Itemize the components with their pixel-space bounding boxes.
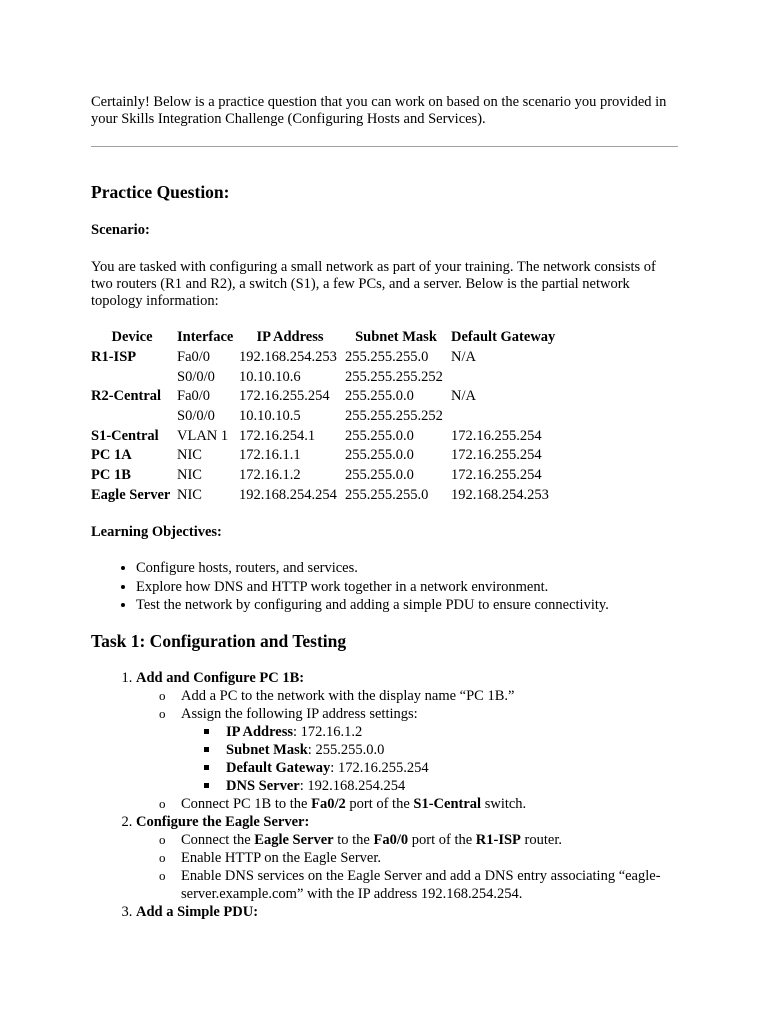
text-run: switch. xyxy=(481,796,527,812)
setting-value: : 172.16.1.2 xyxy=(293,724,363,740)
list-item xyxy=(226,723,746,741)
list-item xyxy=(181,795,746,813)
cell-gateway xyxy=(449,367,563,387)
cell-interface: S0/0/0 xyxy=(177,408,215,425)
intro-paragraph: Certainly! Below is a practice question that you can work on based on the scenario you provided in your Skills Integration Challenge (Configuring Hosts and Services). xyxy=(91,94,667,127)
step-item xyxy=(136,813,746,903)
table-row xyxy=(89,348,563,368)
cell-ip: 172.16.1.1 xyxy=(239,447,301,464)
cell-ip: 10.10.10.6 xyxy=(239,368,301,385)
step-item xyxy=(136,903,746,921)
text-run: to the xyxy=(333,832,374,848)
cell-mask: 255.255.255.252 xyxy=(345,368,443,385)
cell-ip: 172.16.254.1 xyxy=(239,427,316,444)
cell-gateway: 172.16.255.254 xyxy=(451,427,542,444)
cell-interface: S0/0/0 xyxy=(177,368,215,385)
header-subnet-mask: Subnet Mask xyxy=(355,329,437,346)
cell-device: PC 1A xyxy=(91,447,132,464)
setting-label: IP Address xyxy=(226,724,294,740)
cell-mask: 255.255.255.0 xyxy=(345,349,429,366)
list-item: • Test the network by configuring and adding a simple PDU to ensure connectivity. xyxy=(136,597,756,616)
cell-device: R2-Central xyxy=(91,388,162,405)
sub-list xyxy=(136,687,746,813)
cell-ip: 172.16.255.254 xyxy=(239,388,330,405)
scenario-paragraph: You are tasked with configuring a small network as part of your training. The network consists of two routers (R1 and R2), a switch (S1), a few PCs, and a server. Below is the partial network topology information: xyxy=(91,259,656,309)
step-title: Add a Simple PDU: xyxy=(136,904,259,920)
list-item: • Explore how DNS and HTTP work together in a network environment. xyxy=(136,579,756,598)
cell-device: PC 1B xyxy=(91,467,131,484)
device-name: R1-ISP xyxy=(475,832,521,848)
cell-mask: 255.255.0.0 xyxy=(345,427,414,444)
cell-device: R1-ISP xyxy=(91,349,137,366)
cell-mask: 255.255.0.0 xyxy=(345,447,414,464)
list-item xyxy=(226,759,746,777)
cell-gateway: N/A xyxy=(451,388,476,405)
cell-ip: 192.168.254.254 xyxy=(239,486,337,503)
setting-value: : 172.16.255.254 xyxy=(330,760,429,776)
cell-interface: Fa0/0 xyxy=(177,388,211,405)
cell-gateway xyxy=(449,407,563,427)
horizontal-divider xyxy=(91,146,678,147)
server-name: Eagle Server xyxy=(254,832,334,848)
practice-question-heading: Practice Question: xyxy=(91,182,230,202)
objectives-list xyxy=(91,560,756,616)
list-item: o Add a PC to the network with the display name “PC 1B.” xyxy=(181,687,746,705)
list-item-text: Assign the following IP address settings: xyxy=(181,706,418,722)
list-item xyxy=(226,741,746,759)
table-row xyxy=(89,466,563,486)
setting-value: : 255.255.0.0 xyxy=(307,742,385,758)
cell-mask: 255.255.0.0 xyxy=(345,388,414,405)
table-row xyxy=(89,486,563,506)
cell-mask: 255.255.0.0 xyxy=(345,467,414,484)
port-name: Fa0/2 xyxy=(311,796,346,812)
text-run: Connect PC 1B to the xyxy=(181,796,312,812)
setting-label: DNS Server xyxy=(226,778,300,794)
cell-interface: Fa0/0 xyxy=(177,349,211,366)
setting-value: : 192.168.254.254 xyxy=(299,778,406,794)
cell-device xyxy=(89,367,175,387)
header-ip-address: IP Address xyxy=(256,329,324,346)
cell-device: Eagle Server xyxy=(91,486,171,503)
header-device: Device xyxy=(111,329,153,346)
text-run: port of the xyxy=(408,832,476,848)
cell-interface: NIC xyxy=(177,486,202,503)
cell-gateway: 172.16.255.254 xyxy=(451,467,542,484)
table-row xyxy=(89,367,563,387)
cell-ip: 10.10.10.5 xyxy=(239,408,301,425)
table-row xyxy=(89,426,563,446)
cell-gateway: N/A xyxy=(451,349,476,366)
step-item xyxy=(136,669,746,813)
list-item xyxy=(181,831,746,849)
cell-interface: VLAN 1 xyxy=(177,427,229,444)
task-steps-list xyxy=(91,669,746,921)
ip-settings-list xyxy=(181,723,746,795)
cell-ip: 192.168.254.253 xyxy=(239,349,337,366)
table-row xyxy=(89,407,563,427)
text-run: Connect the xyxy=(181,832,255,848)
device-name: S1-Central xyxy=(413,796,482,812)
step-title: Add and Configure PC 1B: xyxy=(136,670,305,686)
port-name: Fa0/0 xyxy=(373,832,409,848)
list-item xyxy=(181,705,746,795)
list-item: o Enable HTTP on the Eagle Server. xyxy=(181,849,746,867)
cell-interface: NIC xyxy=(177,467,202,484)
scenario-heading: Scenario: xyxy=(91,222,150,238)
table-row xyxy=(89,387,563,407)
text-run: router. xyxy=(520,832,562,848)
header-default-gateway: Default Gateway xyxy=(451,329,556,346)
cell-mask: 255.255.255.0 xyxy=(345,486,429,503)
cell-mask: 255.255.255.252 xyxy=(345,408,443,425)
header-interface: Interface xyxy=(177,329,234,346)
network-topology-table xyxy=(89,328,563,505)
list-item: • Configure hosts, routers, and services. xyxy=(136,560,756,579)
learning-objectives-heading: Learning Objectives: xyxy=(91,524,222,540)
table-row xyxy=(89,446,563,466)
cell-device xyxy=(89,407,175,427)
cell-interface: NIC xyxy=(177,447,202,464)
cell-gateway: 192.168.254.253 xyxy=(451,486,549,503)
setting-label: Subnet Mask xyxy=(226,742,308,758)
setting-label: Default Gateway xyxy=(226,760,331,776)
cell-gateway: 172.16.255.254 xyxy=(451,447,542,464)
step-title: Configure the Eagle Server: xyxy=(136,814,310,830)
cell-ip: 172.16.1.2 xyxy=(239,467,301,484)
list-item xyxy=(226,777,746,795)
task1-heading: Task 1: Configuration and Testing xyxy=(91,631,347,651)
sub-list xyxy=(136,831,746,903)
table-header-row xyxy=(89,328,563,348)
list-item: o Enable DNS services on the Eagle Server and add a DNS entry associating “eagle-server.example.com” with the IP address 192.168.254.254. xyxy=(181,867,746,903)
cell-device: S1-Central xyxy=(91,427,159,444)
text-run: port of the xyxy=(345,796,414,812)
